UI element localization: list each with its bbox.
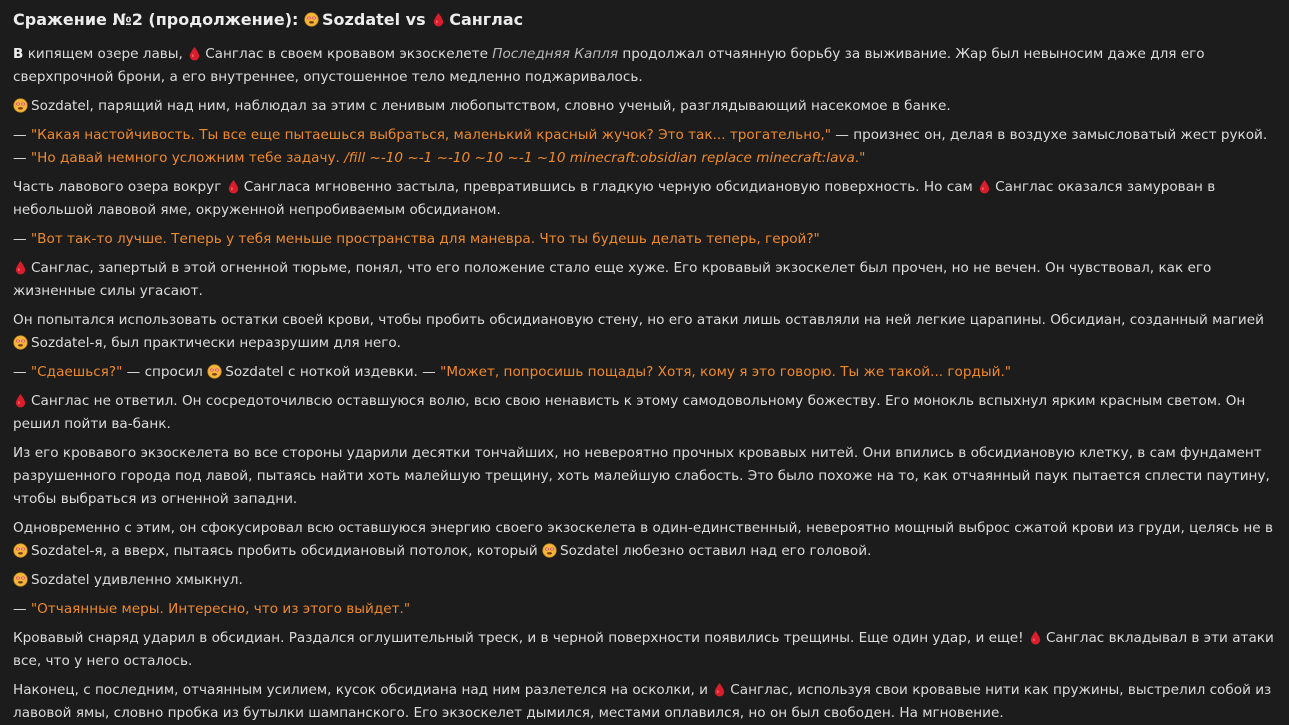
name-sozdatel: Sozdatel (31, 335, 90, 351)
text: , запертый в этой огненной тюрьме, понял, что его положение стало еще хуже. Его кровавый экзоскелет был прочен, но не вечен. Он чувствовал, как его жизненные силы угасают. (13, 260, 1212, 299)
name-sanglas: Санглас (1045, 630, 1105, 646)
text: Наконец, с последним, отчаянным усилием, кусок обсидиана над ним разлетелся на осколки, и (13, 682, 713, 698)
text: — (13, 127, 31, 143)
text: — (13, 231, 31, 247)
name-sanglas: Санглас (205, 46, 264, 62)
text: Часть лавового озера вокруг (13, 179, 226, 195)
blood-drop-icon (226, 179, 241, 194)
name-sozdatel: Sozdatel (31, 98, 90, 114)
text: , используя свои кровавые нити как пружины, выстрелил собой из лавовой ямы, словно пробка из бутылки шампанского. Его экзоскелет дымился, местами оплавился, но он был свободен. На мгновение. (13, 682, 1272, 721)
paragraph-2 (13, 95, 1275, 118)
quote: "Отчаянные меры. Интересно, что из этого выйдет." (30, 601, 411, 617)
bold-initial: В (13, 46, 24, 62)
paragraph-1 (13, 43, 1275, 89)
name-sanglas: Санглас (995, 179, 1054, 195)
heading-vs: vs (405, 10, 426, 29)
text: -я, а вверх, пытаясь пробить обсидиановый потолок, который (89, 543, 543, 559)
quote: "Но давай немного усложним тебе задачу. (30, 150, 345, 166)
text: продолжал отчаянную борьбу за выживание. Жар был невыносим даже для его сверхпрочной брони, а его внутреннее, опустошенное тело медленно поджаривалось. (13, 46, 1205, 85)
text: любезно оставил над его головой. (618, 543, 872, 559)
text: , парящий над ним, наблюдал за этим с ленивым любопытством, словно ученый, разглядывающий насекомое в банке. (89, 98, 951, 114)
heading-player2: Санглас (449, 10, 524, 29)
paragraph-7 (13, 309, 1275, 355)
paragraph-14 (13, 627, 1275, 673)
quote-command: /fill ~-10 ~-1 ~-10 ~10 ~-1 ~10 minecraft:obsidian replace minecraft:lava (344, 150, 855, 166)
blood-drop-icon (431, 12, 446, 27)
text: — (13, 364, 31, 380)
italic-armor-name: Последняя Капля (492, 46, 619, 62)
mask-face-icon (542, 543, 557, 558)
paragraph-12 (13, 569, 1275, 592)
quote: "Какая настойчивость. Ты все еще пытаешься выбраться, маленький красный жучок? Это так... трогательно," (30, 127, 831, 143)
text: удивленно хмыкнул. (89, 572, 243, 588)
paragraph-6 (13, 257, 1275, 303)
text: Кровавый снаряд ударил в обсидиан. Раздался оглушительный треск, и в черной поверхности появились трещины. Еще один удар, и еще! (13, 630, 1028, 646)
blood-drop-icon (13, 260, 28, 275)
text: кипящем озере лавы, (23, 46, 188, 62)
name-sanglas: Санглас (31, 393, 90, 409)
message-heading (13, 10, 1275, 29)
mask-face-icon (13, 98, 28, 113)
name-sanglas: Санглас (31, 260, 90, 276)
blood-drop-icon (1028, 630, 1043, 645)
text: — (13, 601, 31, 617)
blood-drop-icon (13, 393, 28, 408)
text: Из его кровавого экзоскелета во все стороны ударили десятки тончайших, но невероятно прочных кровавых нитей. Они впились в обсидиановую клетку, в сам фундамент разрушенного города под лавой, пытаясь найти хоть малейшую трещину, хоть малейшую слабость. Это было похоже на то, как отчаянный паук пытается сплести паутину, чтобы выбраться из огненной западни. (13, 445, 1270, 507)
name-sozdatel: Sozdatel (560, 543, 619, 559)
blood-drop-icon (977, 179, 992, 194)
name-sanglas: Сангласа (243, 179, 311, 195)
text: в своем кровавом экзоскелете (263, 46, 493, 62)
paragraph-9 (13, 390, 1275, 436)
text: Он попытался использовать остатки своей крови, чтобы пробить обсидиановую стену, но его атаки лишь оставляли на ней легкие царапины. Обсидиан, созданный магией (13, 312, 1264, 328)
heading-player1: Sozdatel (322, 10, 401, 29)
mask-face-icon (304, 12, 319, 27)
name-sozdatel: Sozdatel (31, 543, 90, 559)
text: оказался замурован в небольшой лавовой яме, окруженной непробиваемым обсидианом. (13, 179, 1216, 218)
text: — спросил (122, 364, 208, 380)
text: вкладывал в эти атаки все, что у него осталось. (13, 630, 1274, 669)
text: -я, был практически неразрушим для него. (89, 335, 401, 351)
heading-prefix: Сражение №2 (продолжение): (13, 10, 299, 29)
mask-face-icon (207, 364, 222, 379)
quote: "Сдаешься?" (30, 364, 123, 380)
blood-drop-icon (187, 46, 202, 61)
paragraph-5 (13, 228, 1275, 251)
name-sozdatel: Sozdatel (31, 572, 90, 588)
text: Одновременно с этим, он сфокусировал всю оставшуюся энергию своего экзоскелета в один-единственный, невероятно мощный выброс сжатой крови из груди, целясь не в (13, 520, 1273, 536)
paragraph-4 (13, 176, 1275, 222)
quote: "Может, попросишь пощады? Хотя, кому я это говорю. Ты же такой... гордый." (440, 364, 1012, 380)
text: — произнес он, делая в воздухе замысловатый жест рукой. — (13, 127, 1268, 166)
quote: ." (854, 150, 866, 166)
quote: "Вот так-то лучше. Теперь у тебя меньше пространства для маневра. Что ты будешь делать теперь, герой?" (30, 231, 820, 247)
name-sanglas: Санглас (730, 682, 789, 698)
blood-drop-icon (712, 682, 727, 697)
mask-face-icon (13, 572, 28, 587)
mask-face-icon (13, 543, 28, 558)
name-sozdatel: Sozdatel (225, 364, 284, 380)
paragraph-13 (13, 598, 1275, 621)
text: мгновенно застыла, превратившись в гладкую черную обсидиановую поверхность. Но сам (310, 179, 978, 195)
mask-face-icon (13, 335, 28, 350)
paragraph-11 (13, 517, 1275, 563)
text: не ответил. Он сосредоточилвсю оставшуюся волю, всю свою ненависть к этому самодовольному божеству. Его монокль вспыхнул ярким красным светом. Он решил пойти ва-банк. (13, 393, 1246, 432)
paragraph-15 (13, 679, 1275, 725)
paragraph-8 (13, 361, 1275, 384)
paragraph-10 (13, 442, 1275, 511)
text: с ноткой издевки. — (283, 364, 441, 380)
paragraph-3 (13, 124, 1275, 170)
